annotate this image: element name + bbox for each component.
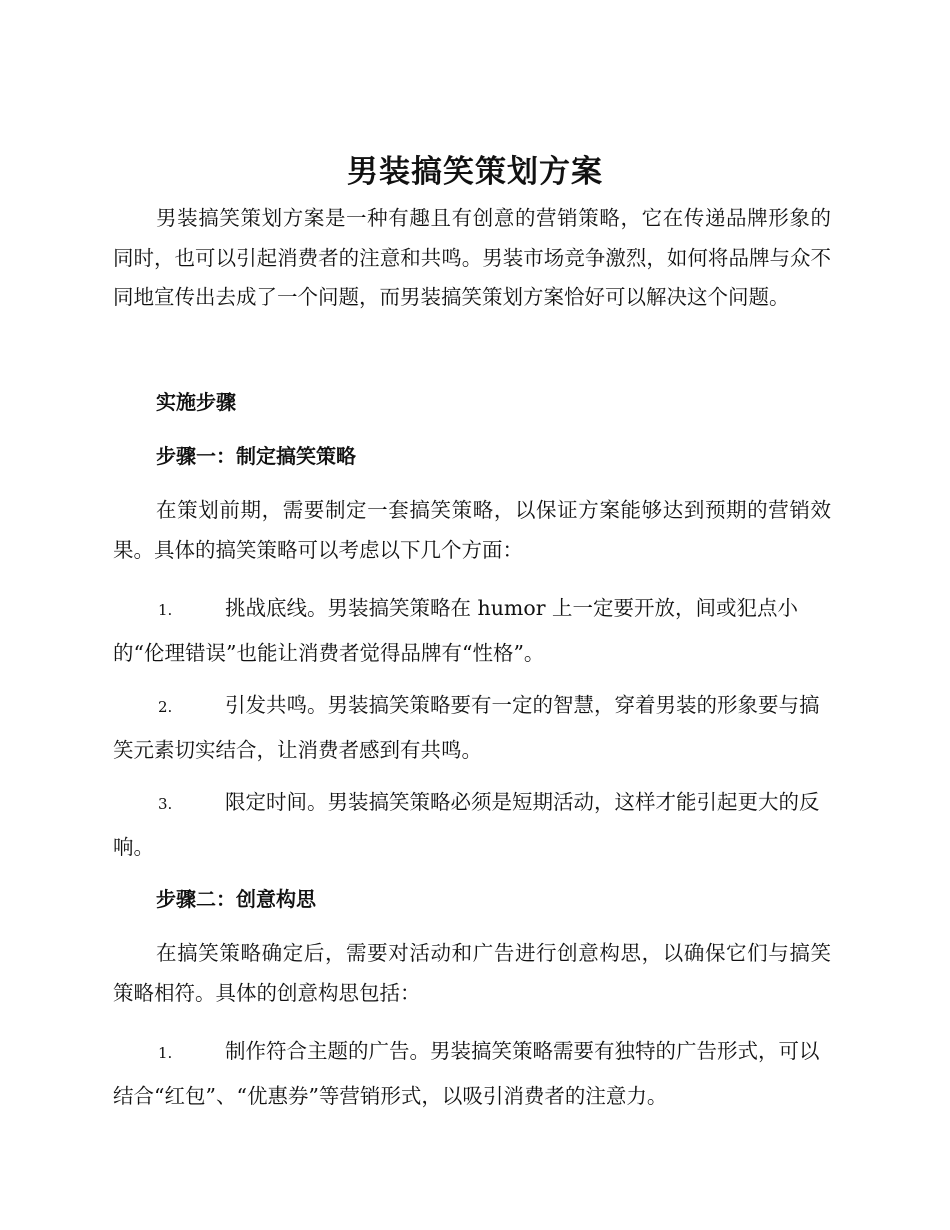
list-item-text: 制作符合主题的广告。男装搞笑策略需要有独特的广告形式，可以结合“红包”、“优惠券”等营销形式，以吸引消费者的注意力。 <box>113 1039 820 1108</box>
step2-intro-paragraph: 在搞笑策略确定后，需要对活动和广告进行创意构思，以确保它们与搞笑策略相符。具体的创意构思包括： <box>113 941 831 1005</box>
list-item-text: 引发共鸣。男装搞笑策略要有一定的智慧，穿着男装的形象要与搞笑元素切实结合，让消费者感到有共鸣。 <box>113 693 820 762</box>
step2-heading: 步骤二：创意构思 <box>156 887 316 911</box>
step1-intro-paragraph: 在策划前期，需要制定一套搞笑策略，以保证方案能够达到预期的营销效果。具体的搞笑策略可以考虑以下几个方面： <box>113 498 831 562</box>
step1-heading: 步骤一：制定搞笑策略 <box>156 444 356 468</box>
list-item-number: 3. <box>158 795 173 813</box>
list-item <box>113 684 831 772</box>
list-item-number: 2. <box>158 698 173 716</box>
list-item-number: 1. <box>158 1044 173 1062</box>
intro-paragraph: 男装搞笑策划方案是一种有趣且有创意的营销策略，它在传递品牌形象的同时，也可以引起消费者的注意和共鸣。男装市场竞争激烈，如何将品牌与众不同地宣传出去成了一个问题，而男装搞笑策划方案恰好可以解决这个问题。 <box>113 206 831 309</box>
list-item <box>113 1030 831 1118</box>
list-item-number: 1. <box>158 601 173 619</box>
list-item <box>113 781 831 869</box>
document-title: 男装搞笑策划方案 <box>347 154 603 190</box>
list-item-text: 挑战底线。男装搞笑策略在 humor 上一定要开放，间或犯点小的“伦理错误”也能让消费者觉得品牌有“性格”。 <box>113 596 799 665</box>
section-heading: 实施步骤 <box>156 390 236 414</box>
list-item <box>113 587 831 675</box>
list-item-text: 限定时间。男装搞笑策略必须是短期活动，这样才能引起更大的反响。 <box>113 790 820 859</box>
